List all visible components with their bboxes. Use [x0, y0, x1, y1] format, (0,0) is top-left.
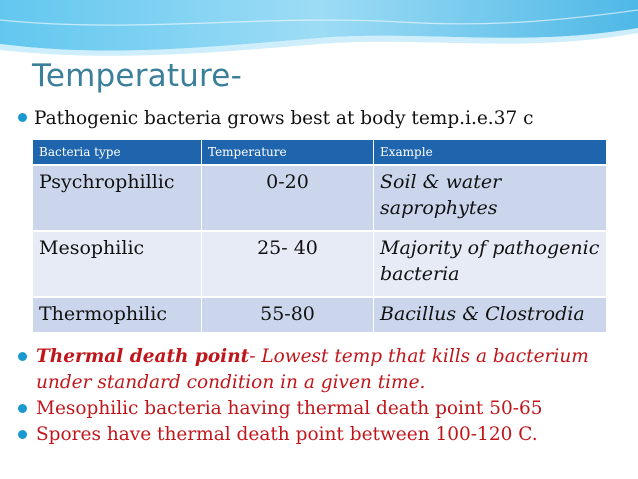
bullet-dot-icon — [18, 352, 27, 361]
intro-bullet — [18, 108, 533, 129]
list-item-thermal-death-point — [18, 344, 618, 396]
cell-temp: 25- 40 — [202, 231, 374, 297]
bullet-dot-icon — [18, 430, 27, 439]
bullet-list — [18, 344, 618, 448]
list-item-spores — [18, 422, 618, 448]
cell-type: Psychrophillic — [33, 165, 202, 231]
cell-temp: 55-80 — [202, 297, 374, 332]
header-bacteria-type: Bacteria type — [33, 140, 202, 165]
spores-text: Spores have thermal death point between 100-120 C. — [36, 424, 538, 445]
temperature-table — [33, 140, 607, 332]
tdp-definition: - Lowest temp that kills a bacterium under standard condition in a given time. — [36, 346, 589, 393]
table-row — [33, 297, 607, 332]
meso-text: Mesophilic bacteria having thermal death point 50-65 — [36, 398, 543, 419]
intro-text: Pathogenic bacteria grows best at body temp.i.e.37 c — [34, 108, 534, 129]
table-header-row — [33, 140, 607, 165]
cell-temp: 0-20 — [202, 165, 374, 231]
table-row — [33, 165, 607, 231]
cell-type: Thermophilic — [33, 297, 202, 332]
bullet-dot-icon — [18, 404, 27, 413]
tdp-term: Thermal death point — [36, 346, 250, 367]
slide-title: Temperature- — [32, 58, 242, 94]
header-temperature: Temperature — [202, 140, 374, 165]
cell-type: Mesophilic — [33, 231, 202, 297]
cell-example: Soil & water saprophytes — [374, 165, 607, 231]
cell-example: Bacillus & Clostrodia — [374, 297, 607, 332]
list-item-mesophilic — [18, 396, 618, 422]
table-row — [33, 231, 607, 297]
header-example: Example — [374, 140, 607, 165]
bullet-dot-icon — [18, 113, 27, 122]
cell-example: Majority of pathogenic bacteria — [374, 231, 607, 297]
